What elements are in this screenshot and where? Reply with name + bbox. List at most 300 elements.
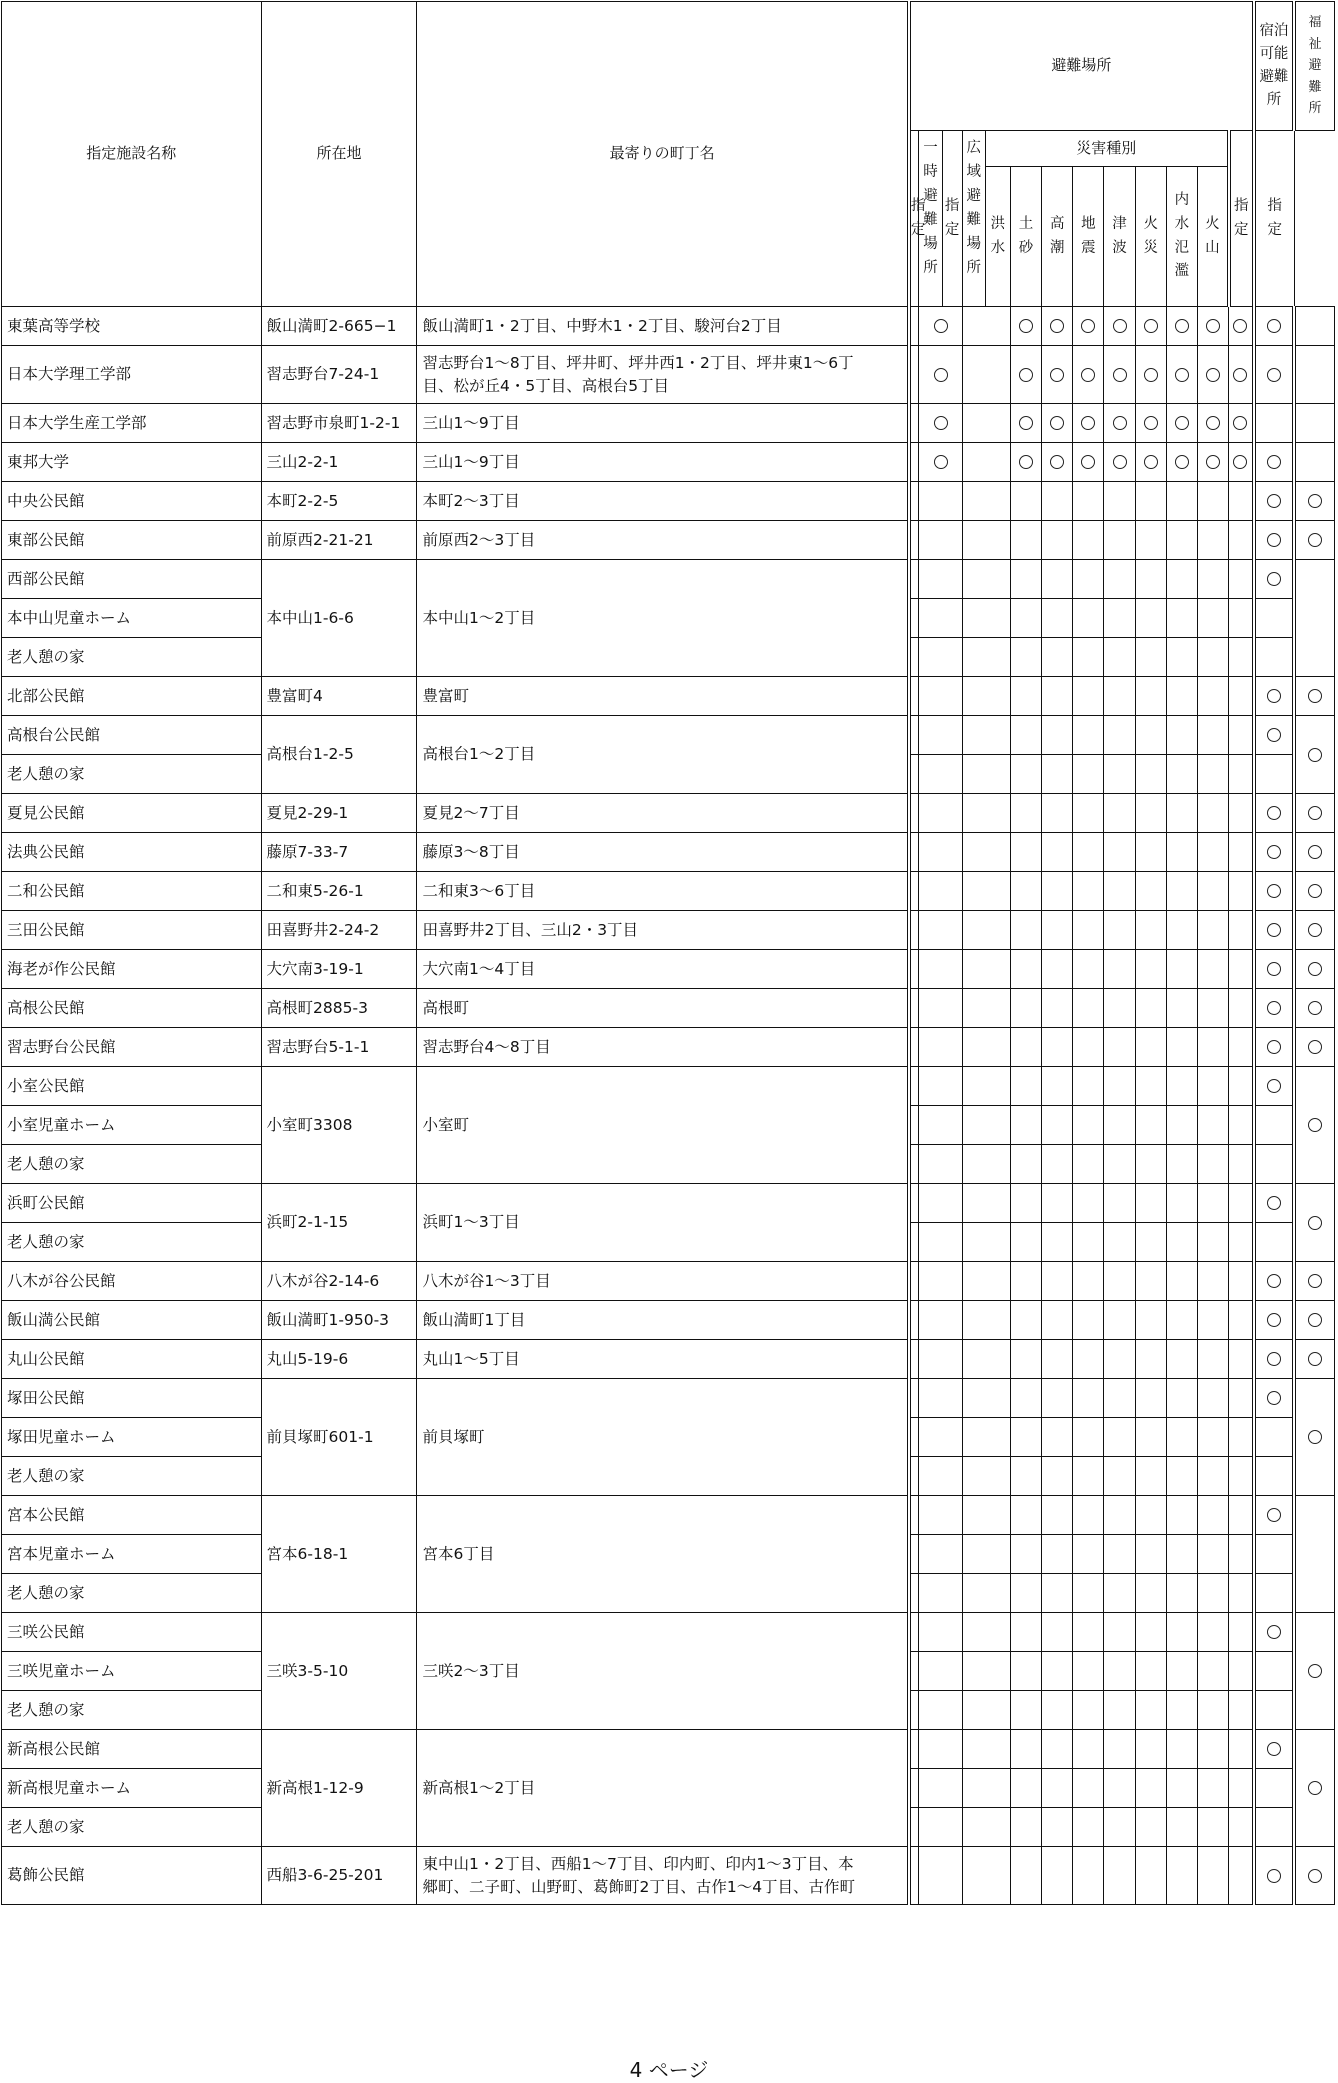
- circle-mark-icon: [1175, 416, 1189, 430]
- disaster-tsunami-cell: [1135, 1379, 1166, 1418]
- header-temporary-text: 一時避難場所: [923, 140, 938, 276]
- nearest-towns-cell: [417, 346, 909, 404]
- overnight-designated-cell: [1254, 1691, 1294, 1730]
- address-cell: 高根台1-2-5: [261, 716, 417, 794]
- circle-mark-icon: [1308, 1781, 1322, 1795]
- disaster-flood-cell: [1010, 443, 1041, 482]
- header-disaster-tsunami-text: 津波: [1112, 215, 1127, 256]
- circle-mark-icon: [1019, 368, 1033, 382]
- disaster-landslide-cell: [1042, 989, 1073, 1028]
- disaster-volcano-cell: [1229, 1301, 1254, 1340]
- spacer-cell: [909, 404, 919, 443]
- disaster-earthquake-cell: [1104, 307, 1135, 346]
- circle-mark-icon: [1206, 455, 1220, 469]
- wide-area-designated-cell: [962, 911, 1010, 950]
- header-disaster-earthquake: [1073, 167, 1104, 307]
- nearest-towns-line: 目、松が丘4・5丁目、高根台5丁目: [422, 376, 670, 395]
- disaster-flood-cell: [1010, 677, 1041, 716]
- welfare-designated-cell: [1294, 1028, 1334, 1067]
- nearest-towns-line: 前貝塚町: [422, 1427, 485, 1446]
- welfare-designated-cell: [1294, 794, 1334, 833]
- nearest-towns-cell: [417, 1379, 909, 1496]
- disaster-earthquake-cell: [1104, 1730, 1135, 1769]
- circle-mark-icon: [1267, 845, 1281, 859]
- circle-mark-icon: [1019, 416, 1033, 430]
- disaster-tsunami-cell: [1135, 1262, 1166, 1301]
- disaster-fire-cell: [1166, 1145, 1197, 1184]
- nearest-towns-cell: [417, 1613, 909, 1730]
- temporary-designated-cell: [919, 1223, 962, 1262]
- disaster-tsunami-cell: [1135, 833, 1166, 872]
- disaster-flood-cell: [1010, 404, 1041, 443]
- facility-name-cell: 飯山満公民館: [2, 1301, 262, 1340]
- welfare-designated-cell: [1294, 346, 1334, 404]
- disaster-landslide-cell: [1042, 1847, 1073, 1905]
- circle-mark-icon: [1308, 1274, 1322, 1288]
- disaster-storm-surge-cell: [1073, 638, 1104, 677]
- disaster-volcano-cell: [1229, 1418, 1254, 1457]
- overnight-designated-cell: [1254, 1184, 1294, 1223]
- disaster-inland-flood-cell: [1197, 1535, 1228, 1574]
- wide-area-designated-cell: [962, 1496, 1010, 1535]
- disaster-volcano-cell: [1229, 307, 1254, 346]
- address-cell: 三山2-2-1: [261, 443, 417, 482]
- circle-mark-icon: [1308, 1869, 1322, 1883]
- disaster-inland-flood-cell: [1197, 599, 1228, 638]
- disaster-storm-surge-cell: [1073, 989, 1104, 1028]
- disaster-flood-cell: [1010, 307, 1041, 346]
- disaster-inland-flood-cell: [1197, 638, 1228, 677]
- disaster-tsunami-cell: [1135, 1652, 1166, 1691]
- temporary-designated-cell: [919, 872, 962, 911]
- disaster-earthquake-cell: [1104, 677, 1135, 716]
- facility-name-cell: 日本大学理工学部: [2, 346, 262, 404]
- temporary-designated-cell: [919, 755, 962, 794]
- table-row: [2, 1379, 1335, 1418]
- disaster-landslide-cell: [1042, 599, 1073, 638]
- nearest-towns-line: 習志野台4～8丁目: [422, 1037, 551, 1056]
- nearest-towns-line: 三山1～9丁目: [422, 413, 520, 432]
- disaster-landslide-cell: [1042, 1418, 1073, 1457]
- disaster-earthquake-cell: [1104, 1496, 1135, 1535]
- address-cell: 大穴南3-19-1: [261, 950, 417, 989]
- table-row: [2, 1613, 1335, 1652]
- overnight-designated-cell: [1254, 521, 1294, 560]
- disaster-flood-cell: [1010, 1028, 1041, 1067]
- nearest-towns-cell: [417, 1847, 909, 1905]
- wide-area-designated-cell: [962, 950, 1010, 989]
- temporary-designated-cell: [919, 346, 962, 404]
- disaster-tsunami-cell: [1135, 1028, 1166, 1067]
- disaster-inland-flood-cell: [1197, 1340, 1228, 1379]
- disaster-volcano-cell: [1229, 716, 1254, 755]
- spacer-cell: [909, 1730, 919, 1769]
- nearest-towns-line: 小室町: [422, 1115, 469, 1134]
- welfare-designated-cell: [1294, 950, 1334, 989]
- circle-mark-icon: [1308, 1001, 1322, 1015]
- nearest-towns-cell: [417, 307, 909, 346]
- disaster-fire-cell: [1166, 1691, 1197, 1730]
- disaster-volcano-cell: [1229, 755, 1254, 794]
- nearest-towns-cell: [417, 794, 909, 833]
- temporary-designated-cell: [919, 307, 962, 346]
- header-temporary: [919, 131, 942, 307]
- circle-mark-icon: [1019, 455, 1033, 469]
- temporary-designated-cell: [919, 1145, 962, 1184]
- disaster-inland-flood-cell: [1197, 911, 1228, 950]
- disaster-earthquake-cell: [1104, 1418, 1135, 1457]
- disaster-inland-flood-cell: [1197, 1379, 1228, 1418]
- disaster-flood-cell: [1010, 1301, 1041, 1340]
- nearest-towns-cell: [417, 950, 909, 989]
- facility-name-cell: 高根公民館: [2, 989, 262, 1028]
- welfare-designated-cell: [1294, 872, 1334, 911]
- spacer-cell: [909, 989, 919, 1028]
- overnight-designated-cell: [1254, 560, 1294, 599]
- circle-mark-icon: [1233, 368, 1247, 382]
- page-number: 4 ページ: [629, 2058, 709, 2082]
- overnight-designated-cell: [1254, 443, 1294, 482]
- disaster-earthquake-cell: [1104, 1613, 1135, 1652]
- disaster-storm-surge-cell: [1073, 1340, 1104, 1379]
- disaster-earthquake-cell: [1104, 1574, 1135, 1613]
- wide-area-designated-cell: [962, 1808, 1010, 1847]
- circle-mark-icon: [1113, 319, 1127, 333]
- disaster-fire-cell: [1166, 1262, 1197, 1301]
- disaster-storm-surge-cell: [1073, 1106, 1104, 1145]
- disaster-tsunami-cell: [1135, 560, 1166, 599]
- disaster-landslide-cell: [1042, 794, 1073, 833]
- disaster-landslide-cell: [1042, 1067, 1073, 1106]
- disaster-landslide-cell: [1042, 482, 1073, 521]
- circle-mark-icon: [1267, 728, 1281, 742]
- disaster-landslide-cell: [1042, 1340, 1073, 1379]
- table-row: [2, 443, 1335, 482]
- nearest-towns-cell: [417, 404, 909, 443]
- disaster-storm-surge-cell: [1073, 911, 1104, 950]
- disaster-tsunami-cell: [1135, 677, 1166, 716]
- circle-mark-icon: [1113, 455, 1127, 469]
- nearest-towns-cell: [417, 1340, 909, 1379]
- disaster-volcano-cell: [1229, 1691, 1254, 1730]
- spacer-cell: [909, 1496, 919, 1535]
- circle-mark-icon: [1267, 1508, 1281, 1522]
- wide-area-designated-cell: [962, 1067, 1010, 1106]
- overnight-designated-cell: [1254, 1418, 1294, 1457]
- table-row: [2, 482, 1335, 521]
- facility-name-cell: 北部公民館: [2, 677, 262, 716]
- facility-name-cell: 老人憩の家: [2, 1808, 262, 1847]
- temporary-designated-cell: [919, 482, 962, 521]
- spacer-cell: [909, 482, 919, 521]
- disaster-landslide-cell: [1042, 911, 1073, 950]
- circle-mark-icon: [1206, 368, 1220, 382]
- disaster-flood-cell: [1010, 872, 1041, 911]
- disaster-earthquake-cell: [1104, 1847, 1135, 1905]
- temporary-designated-cell: [919, 1613, 962, 1652]
- header-disaster-earthquake-text: 地震: [1081, 215, 1096, 256]
- temporary-designated-cell: [919, 1067, 962, 1106]
- wide-area-designated-cell: [962, 521, 1010, 560]
- disaster-storm-surge-cell: [1073, 1652, 1104, 1691]
- disaster-inland-flood-cell: [1197, 1496, 1228, 1535]
- wide-area-designated-cell: [962, 599, 1010, 638]
- disaster-earthquake-cell: [1104, 1301, 1135, 1340]
- address-cell: 藤原7-33-7: [261, 833, 417, 872]
- disaster-flood-cell: [1010, 1574, 1041, 1613]
- circle-mark-icon: [1267, 962, 1281, 976]
- disaster-tsunami-cell: [1135, 1418, 1166, 1457]
- disaster-inland-flood-cell: [1197, 1106, 1228, 1145]
- disaster-fire-cell: [1166, 1769, 1197, 1808]
- nearest-towns-line: 八木が谷1～3丁目: [422, 1271, 551, 1290]
- header-disaster-storm-surge: [1042, 167, 1073, 307]
- disaster-earthquake-cell: [1104, 638, 1135, 677]
- disaster-volcano-cell: [1229, 1145, 1254, 1184]
- header-temp-designated-text: 指定: [910, 197, 926, 238]
- overnight-designated-cell: [1254, 404, 1294, 443]
- temporary-designated-cell: [919, 911, 962, 950]
- header-disaster-fire-text: 火災: [1143, 215, 1158, 256]
- temporary-designated-cell: [919, 443, 962, 482]
- disaster-tsunami-cell: [1135, 307, 1166, 346]
- disaster-landslide-cell: [1042, 677, 1073, 716]
- disaster-fire-cell: [1166, 1028, 1197, 1067]
- table-row: [2, 872, 1335, 911]
- facility-name-cell: 日本大学生産工学部: [2, 404, 262, 443]
- overnight-designated-cell: [1254, 1262, 1294, 1301]
- circle-mark-icon: [1113, 416, 1127, 430]
- disaster-earthquake-cell: [1104, 1184, 1135, 1223]
- address-cell: 八木が谷2-14-6: [261, 1262, 417, 1301]
- disaster-inland-flood-cell: [1197, 1184, 1228, 1223]
- circle-mark-icon: [1308, 689, 1322, 703]
- welfare-designated-cell: [1294, 1730, 1334, 1847]
- nearest-towns-line: 三咲2～3丁目: [422, 1661, 520, 1680]
- disaster-storm-surge-cell: [1073, 950, 1104, 989]
- disaster-inland-flood-cell: [1197, 1067, 1228, 1106]
- facility-name-cell: 塚田公民館: [2, 1379, 262, 1418]
- wide-area-designated-cell: [962, 443, 1010, 482]
- disaster-storm-surge-cell: [1073, 1808, 1104, 1847]
- circle-mark-icon: [1267, 1079, 1281, 1093]
- disaster-storm-surge-cell: [1073, 716, 1104, 755]
- disaster-fire-cell: [1166, 1418, 1197, 1457]
- disaster-fire-cell: [1166, 1652, 1197, 1691]
- disaster-landslide-cell: [1042, 1613, 1073, 1652]
- disaster-storm-surge-cell: [1073, 755, 1104, 794]
- disaster-earthquake-cell: [1104, 911, 1135, 950]
- disaster-tsunami-cell: [1135, 1223, 1166, 1262]
- table-row: [2, 989, 1335, 1028]
- disaster-inland-flood-cell: [1197, 482, 1228, 521]
- circle-mark-icon: [934, 416, 948, 430]
- disaster-fire-cell: [1166, 1340, 1197, 1379]
- temporary-designated-cell: [919, 560, 962, 599]
- disaster-earthquake-cell: [1104, 521, 1135, 560]
- header-wide-designated-text: 指定: [944, 197, 960, 238]
- circle-mark-icon: [1050, 319, 1064, 333]
- temporary-designated-cell: [919, 404, 962, 443]
- disaster-flood-cell: [1010, 1106, 1041, 1145]
- disaster-landslide-cell: [1042, 1535, 1073, 1574]
- facility-name-cell: 三咲公民館: [2, 1613, 262, 1652]
- address-cell: 三咲3-5-10: [261, 1613, 417, 1730]
- disaster-volcano-cell: [1229, 638, 1254, 677]
- disaster-earthquake-cell: [1104, 716, 1135, 755]
- circle-mark-icon: [1308, 533, 1322, 547]
- disaster-inland-flood-cell: [1197, 716, 1228, 755]
- disaster-inland-flood-cell: [1197, 1301, 1228, 1340]
- circle-mark-icon: [1144, 319, 1158, 333]
- disaster-earthquake-cell: [1104, 872, 1135, 911]
- address-cell: 西船3-6-25-201: [261, 1847, 417, 1905]
- disaster-earthquake-cell: [1104, 989, 1135, 1028]
- spacer-cell: [909, 1769, 919, 1808]
- disaster-flood-cell: [1010, 560, 1041, 599]
- circle-mark-icon: [1175, 368, 1189, 382]
- disaster-inland-flood-cell: [1197, 404, 1228, 443]
- circle-mark-icon: [1267, 1391, 1281, 1405]
- disaster-inland-flood-cell: [1197, 521, 1228, 560]
- disaster-tsunami-cell: [1135, 1184, 1166, 1223]
- facility-name-cell: 習志野台公民館: [2, 1028, 262, 1067]
- overnight-designated-cell: [1254, 1145, 1294, 1184]
- disaster-earthquake-cell: [1104, 1379, 1135, 1418]
- disaster-flood-cell: [1010, 1847, 1041, 1905]
- circle-mark-icon: [1081, 416, 1095, 430]
- disaster-storm-surge-cell: [1073, 443, 1104, 482]
- wide-area-designated-cell: [962, 794, 1010, 833]
- welfare-designated-cell: [1294, 404, 1334, 443]
- disaster-inland-flood-cell: [1197, 443, 1228, 482]
- disaster-flood-cell: [1010, 1184, 1041, 1223]
- wide-area-designated-cell: [962, 1184, 1010, 1223]
- disaster-flood-cell: [1010, 716, 1041, 755]
- disaster-earthquake-cell: [1104, 1028, 1135, 1067]
- spacer-cell: [909, 599, 919, 638]
- welfare-designated-cell: [1294, 1847, 1334, 1905]
- table-row: [2, 950, 1335, 989]
- facility-name-cell: 葛飾公民館: [2, 1847, 262, 1905]
- disaster-landslide-cell: [1042, 833, 1073, 872]
- overnight-designated-cell: [1254, 716, 1294, 755]
- table-row: [2, 346, 1335, 404]
- nearest-towns-line: 二和東3～6丁目: [422, 881, 536, 900]
- disaster-fire-cell: [1166, 1301, 1197, 1340]
- disaster-tsunami-cell: [1135, 911, 1166, 950]
- circle-mark-icon: [1308, 1430, 1322, 1444]
- disaster-volcano-cell: [1229, 1262, 1254, 1301]
- disaster-inland-flood-cell: [1197, 1769, 1228, 1808]
- temporary-designated-cell: [919, 638, 962, 677]
- overnight-designated-cell: [1254, 872, 1294, 911]
- circle-mark-icon: [1233, 416, 1247, 430]
- overnight-designated-cell: [1254, 1652, 1294, 1691]
- wide-area-designated-cell: [962, 716, 1010, 755]
- nearest-towns-cell: [417, 482, 909, 521]
- facility-name-cell: 新高根児童ホーム: [2, 1769, 262, 1808]
- circle-mark-icon: [1019, 319, 1033, 333]
- disaster-fire-cell: [1166, 1535, 1197, 1574]
- wide-area-designated-cell: [962, 1379, 1010, 1418]
- disaster-volcano-cell: [1229, 1847, 1254, 1905]
- header-disaster-landslide: [1010, 167, 1041, 307]
- disaster-landslide-cell: [1042, 716, 1073, 755]
- table-row: [2, 833, 1335, 872]
- address-cell: 高根町2885-3: [261, 989, 417, 1028]
- nearest-towns-line: 藤原3～8丁目: [422, 842, 520, 861]
- disaster-earthquake-cell: [1104, 560, 1135, 599]
- overnight-designated-cell: [1254, 1028, 1294, 1067]
- wide-area-designated-cell: [962, 677, 1010, 716]
- circle-mark-icon: [1233, 455, 1247, 469]
- nearest-towns-line: 高根町: [422, 998, 469, 1017]
- disaster-flood-cell: [1010, 1769, 1041, 1808]
- wide-area-designated-cell: [962, 1769, 1010, 1808]
- facility-name-cell: 老人憩の家: [2, 638, 262, 677]
- header-disaster-flood: [985, 167, 1010, 307]
- disaster-tsunami-cell: [1135, 482, 1166, 521]
- table-row: [2, 404, 1335, 443]
- facility-name-cell: 小室児童ホーム: [2, 1106, 262, 1145]
- disaster-tsunami-cell: [1135, 1496, 1166, 1535]
- facility-name-cell: 東部公民館: [2, 521, 262, 560]
- disaster-flood-cell: [1010, 1691, 1041, 1730]
- welfare-designated-cell: [1294, 1613, 1334, 1730]
- overnight-designated-cell: [1254, 755, 1294, 794]
- temporary-designated-cell: [919, 989, 962, 1028]
- disaster-inland-flood-cell: [1197, 1028, 1228, 1067]
- facility-name-cell: 東邦大学: [2, 443, 262, 482]
- disaster-fire-cell: [1166, 1574, 1197, 1613]
- facility-name-cell: 海老が作公民館: [2, 950, 262, 989]
- disaster-landslide-cell: [1042, 1145, 1073, 1184]
- overnight-designated-cell: [1254, 677, 1294, 716]
- disaster-fire-cell: [1166, 833, 1197, 872]
- spacer-cell: [909, 950, 919, 989]
- overnight-designated-cell: [1254, 1379, 1294, 1418]
- disaster-inland-flood-cell: [1197, 1223, 1228, 1262]
- temporary-designated-cell: [919, 677, 962, 716]
- disaster-volcano-cell: [1229, 1535, 1254, 1574]
- disaster-inland-flood-cell: [1197, 755, 1228, 794]
- spacer-cell: [909, 1847, 919, 1905]
- spacer-cell: [909, 1535, 919, 1574]
- welfare-designated-cell: [1294, 521, 1334, 560]
- disaster-flood-cell: [1010, 794, 1041, 833]
- disaster-inland-flood-cell: [1197, 1457, 1228, 1496]
- disaster-landslide-cell: [1042, 346, 1073, 404]
- nearest-towns-cell: [417, 1730, 909, 1847]
- wide-area-designated-cell: [962, 1847, 1010, 1905]
- welfare-designated-cell: [1294, 1067, 1334, 1184]
- disaster-flood-cell: [1010, 833, 1041, 872]
- disaster-fire-cell: [1166, 638, 1197, 677]
- disaster-volcano-cell: [1229, 1106, 1254, 1145]
- nearest-towns-cell: [417, 521, 909, 560]
- nearest-towns-cell: [417, 1184, 909, 1262]
- overnight-designated-cell: [1254, 1457, 1294, 1496]
- disaster-volcano-cell: [1229, 911, 1254, 950]
- disaster-volcano-cell: [1229, 950, 1254, 989]
- disaster-inland-flood-cell: [1197, 346, 1228, 404]
- nearest-towns-line: 大穴南1～4丁目: [422, 959, 536, 978]
- disaster-landslide-cell: [1042, 1691, 1073, 1730]
- facility-name-cell: 西部公民館: [2, 560, 262, 599]
- table-body: [2, 307, 1335, 1905]
- disaster-landslide-cell: [1042, 1769, 1073, 1808]
